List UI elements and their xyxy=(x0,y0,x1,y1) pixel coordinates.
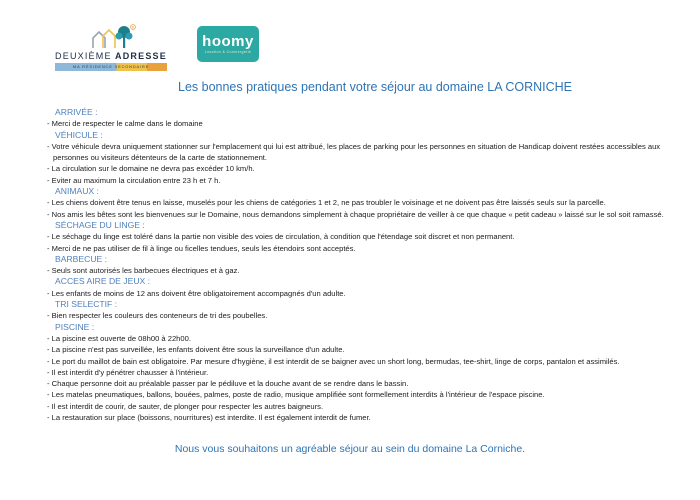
rule-line: - Il est interdit d'y pénétrer chausser à l'intérieur. xyxy=(47,367,209,377)
section-heading: BARBECUE : xyxy=(55,253,108,264)
rule-line: - Nos amis les bêtes sont les bienvenues sur le Domaine, nous demandons simplement à chaque propriétaire de veiller à ce que chaque « petit cadeau » laissé sur le sol soit ramassé. xyxy=(47,209,664,219)
rule-line: - Seuls sont autorisés les barbecues électriques et à gaz. xyxy=(47,266,240,276)
closing-message: Nous vous souhaitons un agréable séjour au sein du domaine La Corniche. xyxy=(174,443,526,455)
section-heading: PISCINE : xyxy=(55,321,95,332)
hoomy-tagline: Location & Conciergerie xyxy=(204,49,252,54)
rule-line: - Eviter au maximum la circulation entre 23 h et 7 h. xyxy=(47,175,221,185)
houses-tree-icon xyxy=(55,24,167,50)
sections-container xyxy=(47,107,664,423)
section-heading: ANIMAUX : xyxy=(55,186,99,197)
rule-line: - Les enfants de moins de 12 ans doivent être obligatoirement accompagnés d'un adulte. xyxy=(47,288,346,298)
deuxieme-adresse-tagline: MA RÉSIDENCE SECONDAIRE xyxy=(55,63,167,71)
rule-line: - La piscine n'est pas surveillée, les enfants doivent être sous la surveillance d'un adulte. xyxy=(47,345,345,355)
rule-line: - La piscine est ouverte de 08h00 à 22h00. xyxy=(47,333,191,343)
rule-line: - Le port du maillot de bain est obligatoire. Par mesure d'hygiène, il est interdit de se baigner avec un short long, bermudas, tee-shirt, linge de corps, pantalon et assimilés. xyxy=(47,356,620,366)
rule-line: - Bien respecter les couleurs des conteneurs de tri des poubelles. xyxy=(47,311,268,321)
rule-line: - Votre véhicule devra uniquement stationner sur l'emplacement qui lui est attribué, les places de parking pour les personnes en situation de Handicap doivent restées accessibles aux personnes ou visiteurs détenteurs de la carte de stationnement. xyxy=(47,141,661,163)
section-heading: TRI SELECTIF : xyxy=(55,299,118,310)
section-heading: SÉCHAGE DU LINGE : xyxy=(55,219,145,230)
rule-line: - Chaque personne doit au préalable passer par le pédiluve et la douche avant de se rendre dans le bassin. xyxy=(47,379,409,389)
logo-word-adresse: ADRESSE xyxy=(115,51,167,61)
rule-line: - Merci de respecter le calme dans le domaine xyxy=(47,119,203,129)
section-heading: ARRIVÉE : xyxy=(55,107,98,117)
rule-line: - La restauration sur place (boissons, nourritures) est interdite. Il est également interdit de fumer. xyxy=(47,413,371,423)
header-logos xyxy=(55,24,259,71)
hoomy-logo xyxy=(197,26,259,62)
deuxieme-adresse-logo xyxy=(55,24,167,71)
svg-text:R: R xyxy=(131,25,135,30)
rule-line: - Les matelas pneumatiques, ballons, bouées, palmes, poste de radio, musique amplifiée sont formellement interdits à l'intérieur de l'espace piscine. xyxy=(47,390,545,400)
hoomy-wordmark: hoomy xyxy=(202,32,254,50)
logo-word-deuxieme: DEUXIÈME xyxy=(55,51,112,61)
deuxieme-adresse-wordmark xyxy=(55,51,167,61)
rule-line: - La circulation sur le domaine ne devra pas excéder 10 km/h. xyxy=(47,164,255,174)
rule-line: - Merci de ne pas utiliser de fil à linge ou ficelles tendues, seuls les étendoirs sont acceptés. xyxy=(47,243,356,253)
section-heading: ACCES AIRE DE JEUX : xyxy=(55,276,151,287)
rule-line: - Il est interdit de courir, de sauter, de plonger pour respecter les autres baigneurs. xyxy=(47,401,324,411)
rule-line: - Les chiens doivent être tenus en laisse, muselés pour les chiens de catégories 1 et 2, ne pas troubler le voisinage et ne doivent pas être laissés seuls sur la parcelle. xyxy=(47,198,606,208)
page-title: Les bonnes pratiques pendant votre séjour au domaine LA CORNICHE xyxy=(178,80,572,94)
rule-line: - Le séchage du linge est toléré dans la partie non visible des voies de circulation, à condition que l'étendage soit discret et non permanent. xyxy=(47,232,515,242)
section-heading: VÉHICULE : xyxy=(55,129,103,140)
